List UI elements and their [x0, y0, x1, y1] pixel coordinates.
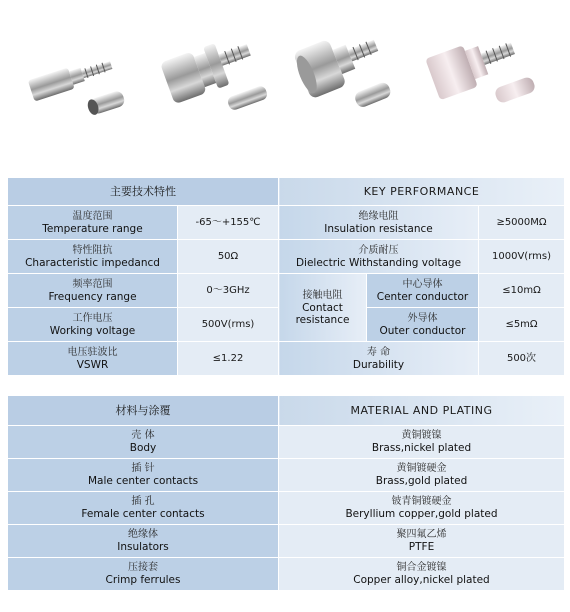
material-part-insulators: 绝缘体 Insulators: [8, 525, 279, 558]
product-photos: [0, 0, 570, 160]
spec-value-impedance: 50Ω: [178, 240, 279, 274]
spec-label-insulation: 绝缘电阻 Insulation resistance: [279, 206, 479, 240]
key-performance-header-en: KEY PERFORMANCE: [279, 178, 565, 206]
spec-value-insulation: ≥5000MΩ: [479, 206, 565, 240]
material-header-zh: 材料与涂覆: [8, 396, 279, 426]
spec-label-durability: 寿 命 Durability: [279, 342, 479, 376]
ferrule-photo-4: [493, 76, 536, 105]
spec-value-vswr: ≤1.22: [178, 342, 279, 376]
material-plating-table: [7, 395, 565, 591]
material-value-crimp-ferrules: 铜合金镀镍 Copper alloy,nickel plated: [279, 558, 565, 591]
material-value-insulators: 聚四氟乙烯 PTFE: [279, 525, 565, 558]
spec-value-durability: 500次: [479, 342, 565, 376]
spec-value-outer-conductor: ≤5mΩ: [479, 308, 565, 342]
material-part-male-contacts: 插 针 Male center contacts: [8, 459, 279, 492]
key-performance-table: [7, 177, 565, 376]
material-part-female-contacts: 插 孔 Female center contacts: [8, 492, 279, 525]
spec-value-working-voltage: 500V(rms): [178, 308, 279, 342]
spec-label-center-conductor: 中心导体 Center conductor: [367, 274, 479, 308]
spec-value-dielectric: 1000V(rms): [479, 240, 565, 274]
spec-label-temperature: 温度范围 Temperature range: [8, 206, 178, 240]
material-value-body: 黄铜镀镍 Brass,nickel plated: [279, 426, 565, 459]
spec-label-frequency: 频率范围 Frequency range: [8, 274, 178, 308]
connector-photo-1: [28, 55, 115, 102]
material-part-body: 壳 体 Body: [8, 426, 279, 459]
ferrule-photo-3: [353, 81, 392, 109]
ferrule-photo-1: [86, 90, 126, 117]
spec-value-temperature: -65～+155℃: [178, 206, 279, 240]
spec-label-working-voltage: 工作电压 Working voltage: [8, 308, 178, 342]
key-performance-header-zh: 主要技术特性: [8, 178, 279, 206]
material-value-male-contacts: 黄铜镀硬金 Brass,gold plated: [279, 459, 565, 492]
spec-label-outer-conductor: 外导体 Outer conductor: [367, 308, 479, 342]
spec-label-vswr: 电压驻波比 VSWR: [8, 342, 178, 376]
material-header-en: MATERIAL AND PLATING: [279, 396, 565, 426]
material-part-crimp-ferrules: 压接套 Crimp ferrules: [8, 558, 279, 591]
spec-label-dielectric: 介质耐压 Dielectric Withstanding voltage: [279, 240, 479, 274]
material-value-female-contacts: 铍青铜镀硬金 Beryllium copper,gold plated: [279, 492, 565, 525]
spec-label-contact-resistance: 接触电阻 Contact resistance: [279, 274, 367, 342]
ferrule-photo-2: [226, 85, 268, 112]
spec-value-frequency: 0～3GHz: [178, 274, 279, 308]
spec-label-impedance: 特性阻抗 Characteristic impedancd: [8, 240, 178, 274]
spec-value-center-conductor: ≤10mΩ: [479, 274, 565, 308]
